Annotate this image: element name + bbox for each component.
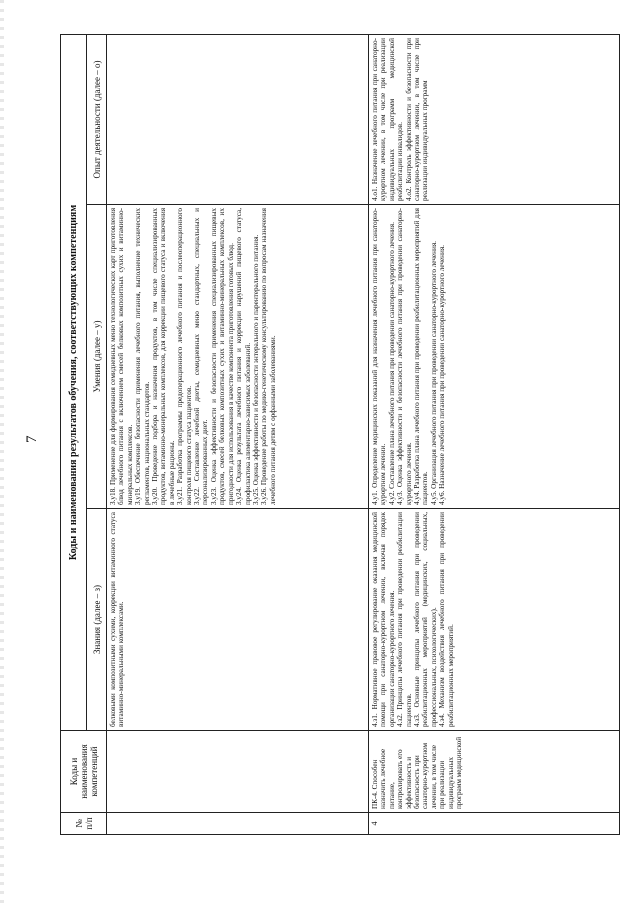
experience-item: 4.о2. Контроль эффективности и безопасности при санаторно-курортном лечении, в том числе при реализации индивидуальных программ bbox=[404, 38, 430, 201]
header-code: Коды и наименования компетенций bbox=[61, 731, 107, 813]
cell-experience bbox=[369, 35, 620, 205]
skill-item: 4.у6. Назначение лечебного питания при проведении санаторно-курортного лечения. bbox=[438, 245, 447, 505]
row-number: 4 bbox=[369, 813, 620, 835]
cell-skills bbox=[107, 205, 369, 509]
header-skills: Умения (далее – у) bbox=[87, 205, 107, 509]
scan-edge-artifact bbox=[0, 0, 4, 906]
cell-experience-empty bbox=[107, 35, 369, 205]
header-knowledge: Знания (далее – з) bbox=[87, 509, 107, 731]
page-number: 7 bbox=[24, 435, 40, 443]
skill-item: 3.у23. Оценка эффективности и безопасности применения специализированных пищевых продуктов, смесей белковых композитных сухих и витаминно-минеральных комплексов, их пригодности для использования в качестве компонента приготовления готовых блюд. bbox=[209, 208, 235, 505]
knowledge-item: 4.з4. Механизм воздействия лечебного питания при проведении реабилитационных мероприятий. bbox=[438, 512, 455, 727]
skill-item: 3.у22. Составление лечебной диеты, семидневных меню стандартных, специальных и персонализированных диет. bbox=[193, 208, 210, 505]
skill-item: 4.у4. Разработка плана лечебного питания при проведении реабилитационных мероприятий для пациентов. bbox=[413, 208, 430, 505]
skill-item: 3.у21. Разработка программы предоперационного лечебного питания и послеоперационного контроля пищевого статуса пациентов. bbox=[176, 208, 193, 505]
cell-knowledge bbox=[369, 509, 620, 731]
competency-code: ПК-4. Способен назначить лечебное питание, контролировать его эффективность и безопасность при санаторно-курортном лечении, в том числе при реализации индивидуальных программ медицинской bbox=[369, 731, 620, 813]
skill-item: 3.у20. Проведение подбора и назначения продуктов, в том числе специализированных продуктов, витаминно-минеральных комплексов, для коррекции пищевого статуса и включения в лечебные рационы. bbox=[151, 208, 176, 505]
skill-item: 3.у26. Проведение работы по медико-генетическому консультированию по вопросам назначения лечебного питания детям с орфанными заболеваниями. bbox=[260, 208, 277, 505]
experience-item: 4.о1. Назначение лечебного питания при санаторно-курортном лечении, в том числе при реализации индивидуальных программ медицинской реабилитации инвалидов. bbox=[371, 38, 405, 201]
skill-item: 3.у18. Применение для формирования семидневных меню технологических карт приготовления блюд лечебного питания с включением смесей белковых композитных сухих и витаминно-минеральных комплексов. bbox=[109, 208, 134, 505]
header-results: Коды и наименования результатов обучения, соответствующих компетенциям bbox=[61, 35, 87, 731]
cell-skills bbox=[369, 205, 620, 509]
table-row-4 bbox=[369, 35, 620, 835]
skill-item: 4.у5. Организация лечебного питания при проведении санаторно-курортного лечения. bbox=[429, 241, 438, 505]
skill-item: 3.у25. Оценка эффективности и безопасности энтерального и парентерального питания. bbox=[251, 234, 260, 505]
table-row-continued bbox=[107, 35, 369, 835]
skill-item: 3.у24. Оценка результата лечебного питания и коррекции нарушений пищевого статуса, профилактика алиментарно-зависимых заболеваний. bbox=[235, 208, 252, 505]
skill-item: 4.у1. Определение медицинских показаний для назначения лечебного питания при санаторно-курортном лечении. bbox=[371, 208, 388, 505]
knowledge-text: белковыми композитными сухими, коррекции витаминного статуса витаминно-минеральными комплексами. bbox=[109, 512, 126, 727]
competencies-table bbox=[60, 34, 620, 835]
skill-item: 3.у19. Обеспечение безопасности применения лечебного питания, выполнение технических регламентов, национальных стандартов. bbox=[134, 208, 151, 505]
header-num: № п/п bbox=[61, 813, 107, 835]
skill-item: 4.у2. Составление плана лечебного питания при проведении санаторно-курортного лечения. bbox=[387, 222, 396, 505]
rotated-table-container bbox=[60, 35, 620, 835]
skill-item: 4.у3. Оценка эффективности и безопасности лечебного питания при проведении санаторно-курортного лечения. bbox=[396, 208, 413, 505]
header-experience: Опыт деятельности (далее – о) bbox=[87, 35, 107, 205]
knowledge-item: 4.з3. Основные принципы лечебного питания при проведении реабилитационных мероприятий (медицинских, социальных, профессиональных, психологических). bbox=[413, 512, 438, 727]
knowledge-item: 4.з2. Принципы лечебного питания при проведении реабилитации пациентов. bbox=[396, 512, 413, 727]
cell-code-empty bbox=[107, 731, 369, 813]
cell-knowledge bbox=[107, 509, 369, 731]
cell-num-empty bbox=[107, 813, 369, 835]
knowledge-item: 4.з1. Нормативное правовое регулирование оказания медицинской помощи при санаторно-курортном лечении, включая порядок организации санаторно-курортного лечения. bbox=[371, 512, 396, 727]
